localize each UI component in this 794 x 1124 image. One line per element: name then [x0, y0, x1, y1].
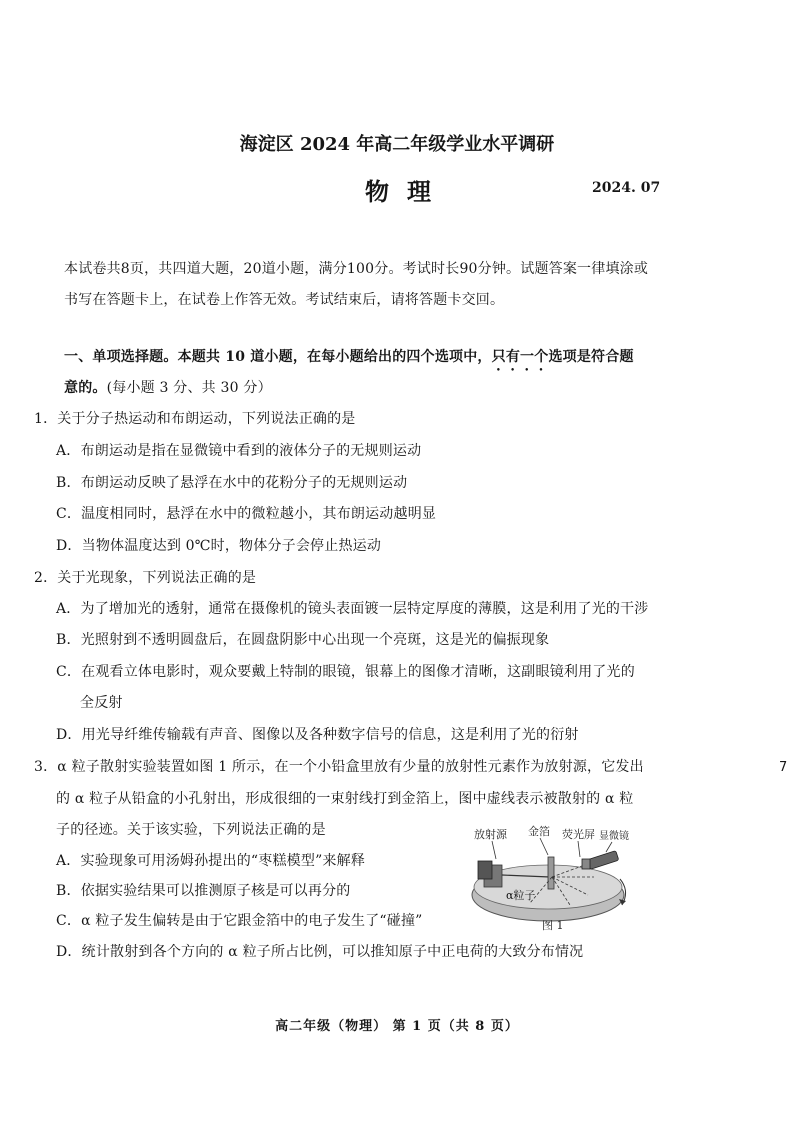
q2-option-a: A．为了增加光的透射，通常在摄像机的镜头表面镀一层特定厚度的薄膜，这是利用了光的干涉 — [56, 601, 649, 617]
instructions-line-2: 书写在答题卡上，在试卷上作答无效。考试结束后，请将答题卡交回。 — [64, 292, 505, 308]
label-microscope: 显微镜 — [599, 831, 629, 842]
section-heading-line-2 — [64, 377, 272, 397]
section-heading-scoring: (每小题 3 分、共 30 分） — [106, 380, 272, 396]
q1-option-b: B．布朗运动反映了悬浮在水中的花粉分子的无规则运动 — [56, 475, 408, 491]
q2-stem: 2．关于光现象，下列说法正确的是 — [34, 570, 257, 586]
microscope — [587, 851, 619, 870]
q3-option-c: C．α 粒子发生偏转是由于它跟金箔中的电子发生了“碰撞” — [56, 913, 423, 929]
exam-title: 海淀区 2024 年高二年级学业水平调研 — [239, 134, 555, 155]
q1-option-c: C．温度相同时，悬浮在水中的微粒越小，其布朗运动越明显 — [56, 506, 437, 522]
alpha-scattering-apparatus-illustration — [470, 825, 640, 933]
instructions-line-1: 本试卷共8页，共四道大题，20道小题，满分100分。考试时长90分钟。试题答案一律填涂或 — [64, 261, 649, 277]
label-alpha-particle: α粒子 — [506, 889, 536, 902]
subject-title: 物理 — [365, 177, 449, 206]
q1-stem: 1．关于分子热运动和布朗运动，下列说法正确的是 — [34, 411, 356, 427]
margin-mark: 7 — [779, 760, 788, 775]
section-heading-line-1 — [64, 346, 634, 374]
q1-option-d: D．当物体温度达到 0℃时，物体分子会停止热运动 — [56, 538, 382, 554]
label-source: 放射源 — [474, 828, 507, 841]
q2-option-c-continued: 全反射 — [80, 695, 123, 711]
q1-option-a: A．布朗运动是指在显微镜中看到的液体分子的无规则运动 — [56, 443, 422, 459]
q3-option-d: D．统计散射到各个方向的 α 粒子所占比例，可以推知原子中正电荷的大致分布情况 — [56, 944, 584, 960]
exam-date: 2024. 07 — [592, 180, 661, 196]
q2-option-c: C．在观看立体电影时，观众要戴上特制的眼镜，银幕上的图像才清晰，这副眼镜利用了光的 — [56, 664, 635, 680]
page-footer: 高二年级（物理） 第 1 页（共 8 页） — [275, 1019, 519, 1034]
q3-stem-line-3: 子的径迹。关于该实验，下列说法正确的是 — [56, 822, 326, 838]
label-gold-foil: 金箔 — [528, 825, 550, 838]
q2-option-b: B．光照射到不透明圆盘后，在圆盘阴影中心出现一个亮斑，这是光的偏振现象 — [56, 632, 550, 648]
figure-caption: 图 1 — [542, 919, 564, 932]
q3-option-b: B．依据实验结果可以推测原子核是可以再分的 — [56, 883, 351, 899]
section-heading-pre: 一、单项选择题。本题共 10 道小题，在每小题给出的四个选项中， — [64, 349, 492, 365]
q3-stem-line-1: 3．α 粒子散射实验装置如图 1 所示，在一个小铅盒里放有少量的放射性元素作为放射源，它发出 — [34, 759, 644, 775]
section-heading-bold: 意的。 — [64, 380, 107, 396]
gold-foil — [548, 857, 554, 889]
q2-option-d: D．用光导纤维传输载有声音、图像以及各种数字信号的信息，这是利用了光的衍射 — [56, 727, 579, 743]
q3-stem-line-2: 的 α 粒子从铅盒的小孔射出，形成很细的一束射线打到金箔上，图中虚线表示被散射的 α 粒 — [56, 791, 634, 807]
section-heading-emphasis: 只有一个 — [491, 349, 549, 365]
figure-1-alpha-scattering — [470, 825, 640, 933]
q3-option-a: A．实验现象可用汤姆孙提出的“枣糕模型”来解释 — [56, 853, 366, 869]
label-screen: 荧光屏 — [562, 828, 595, 841]
section-heading-post: 选项是符合题 — [548, 349, 634, 365]
